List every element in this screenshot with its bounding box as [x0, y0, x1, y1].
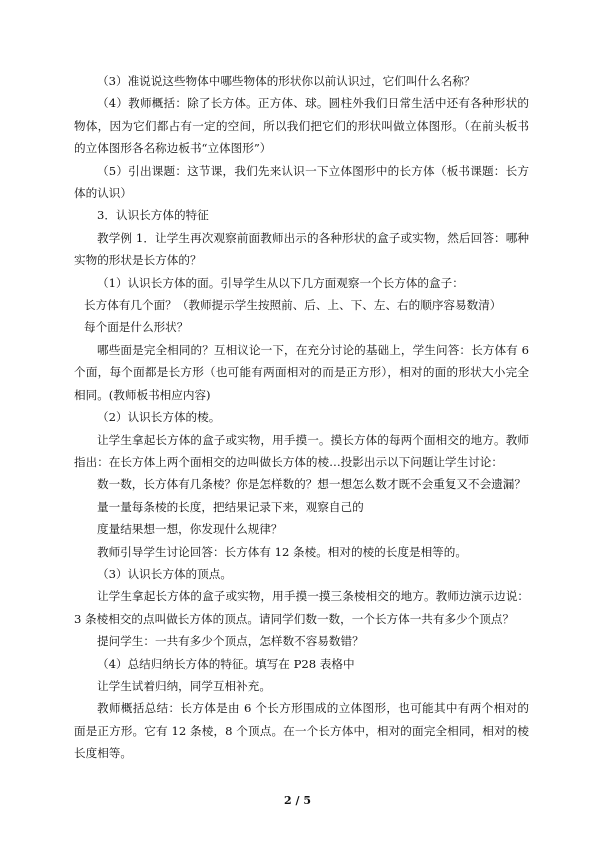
paragraph-edges-answer: 教师引导学生讨论回答：长方体有 12 条棱。相对的棱的长度是相等的。: [97, 544, 467, 559]
paragraph-teacher-summary: 教师概括总结：长方体是由 6 个长方形围成的立体图形，也可能其中有两个相对的面是正方形。它有 12 条棱，8 个顶点。在一个长方体中，相对的面完全相同，相对的棱长度相等。: [74, 701, 529, 761]
paragraph-vertices-heading: （3）认识长方体的顶点。: [97, 566, 232, 581]
page-body: [74, 70, 529, 765]
paragraph-features-heading: （4）总结归纳长方体的特征。填写在 P28 表格中: [97, 656, 355, 671]
paragraph-edges-heading: （2）认识长方体的棱。: [97, 410, 221, 425]
paragraph-summary-4: （4）教师概括：除了长方体。正方体、球。圆柱外我们日常生活中还有各种形状的物体，因为它们都占有一定的空间，所以我们把它们的形状叫做立体图形。（在前头板书的立体图形各名称边板书“立体图形”）: [74, 96, 529, 156]
paragraph-faces-heading: （1）认识长方体的面。引导学生从以下几方面观察一个长方体的盒子：: [97, 275, 464, 290]
paragraph-students-summarize: 让学生试着归纳，同学互相补充。: [97, 678, 271, 693]
paragraph-face-shape: 每个面是什么形状？: [84, 320, 189, 335]
paragraph-measure-edges: 量一量每条棱的长度，把结果记录下来，观察自己的: [97, 499, 364, 514]
page-number: 2 / 5: [284, 794, 311, 807]
paragraph-question-3: （3）准说说这些物体中哪些物体的形状你以前认识过，它们叫什么名称？: [97, 74, 476, 88]
section-heading: 3．认识长方体的特征: [97, 208, 209, 223]
paragraph-touch-vertices: 让学生拿起长方体的盒子或实物，用手摸一摸三条棱相交的地方。教师边演示边说：3 条棱相交的点叫做长方体的顶点。请同学们数一数，一个长方体一共有多少个顶点？: [74, 589, 529, 626]
paragraph-topic-5: （5）引出课题：这节课，我们先来认识一下立体图形中的长方体（板书课题：长方体的认识）: [74, 163, 529, 201]
paragraph-how-many-faces: 长方体有几个面？（教师提示学生按照前、后、上、下、左、右的顺序容易数清）: [84, 298, 502, 313]
paragraph-example-1: 教学例 1．让学生再次观察前面教师出示的各种形状的盒子或实物，然后回答：哪种实物的形状是长方体的？: [74, 230, 529, 268]
paragraph-count-edges: 数一数，长方体有几条棱？你是怎样数的？想一想怎么数才既不会重复又不会遗漏？: [97, 477, 526, 492]
paragraph-measure-result: 度量结果想一想，你发现什么规律？: [97, 522, 283, 537]
paragraph-touch-edges: 让学生拿起长方体的盒子或实物，用手摸一。摸长方体的每两个面相交的地方。教师指出：在长方体上两个面相交的边叫做长方体的棱…投影出示以下问题让学生讨论：: [74, 432, 529, 469]
paragraph-ask-vertices: 提问学生：一共有多少个顶点，怎样数不容易数错？: [97, 634, 364, 649]
paragraph-identical-faces: 哪些面是完全相同的？互相议论一下，在充分讨论的基础上，学生问答：长方体有 6 个面，每个面都是长方形（也可能有两面相对的而是正方形），相对的面的形状大小完全相同。(教师板书相应内容): [74, 342, 529, 402]
